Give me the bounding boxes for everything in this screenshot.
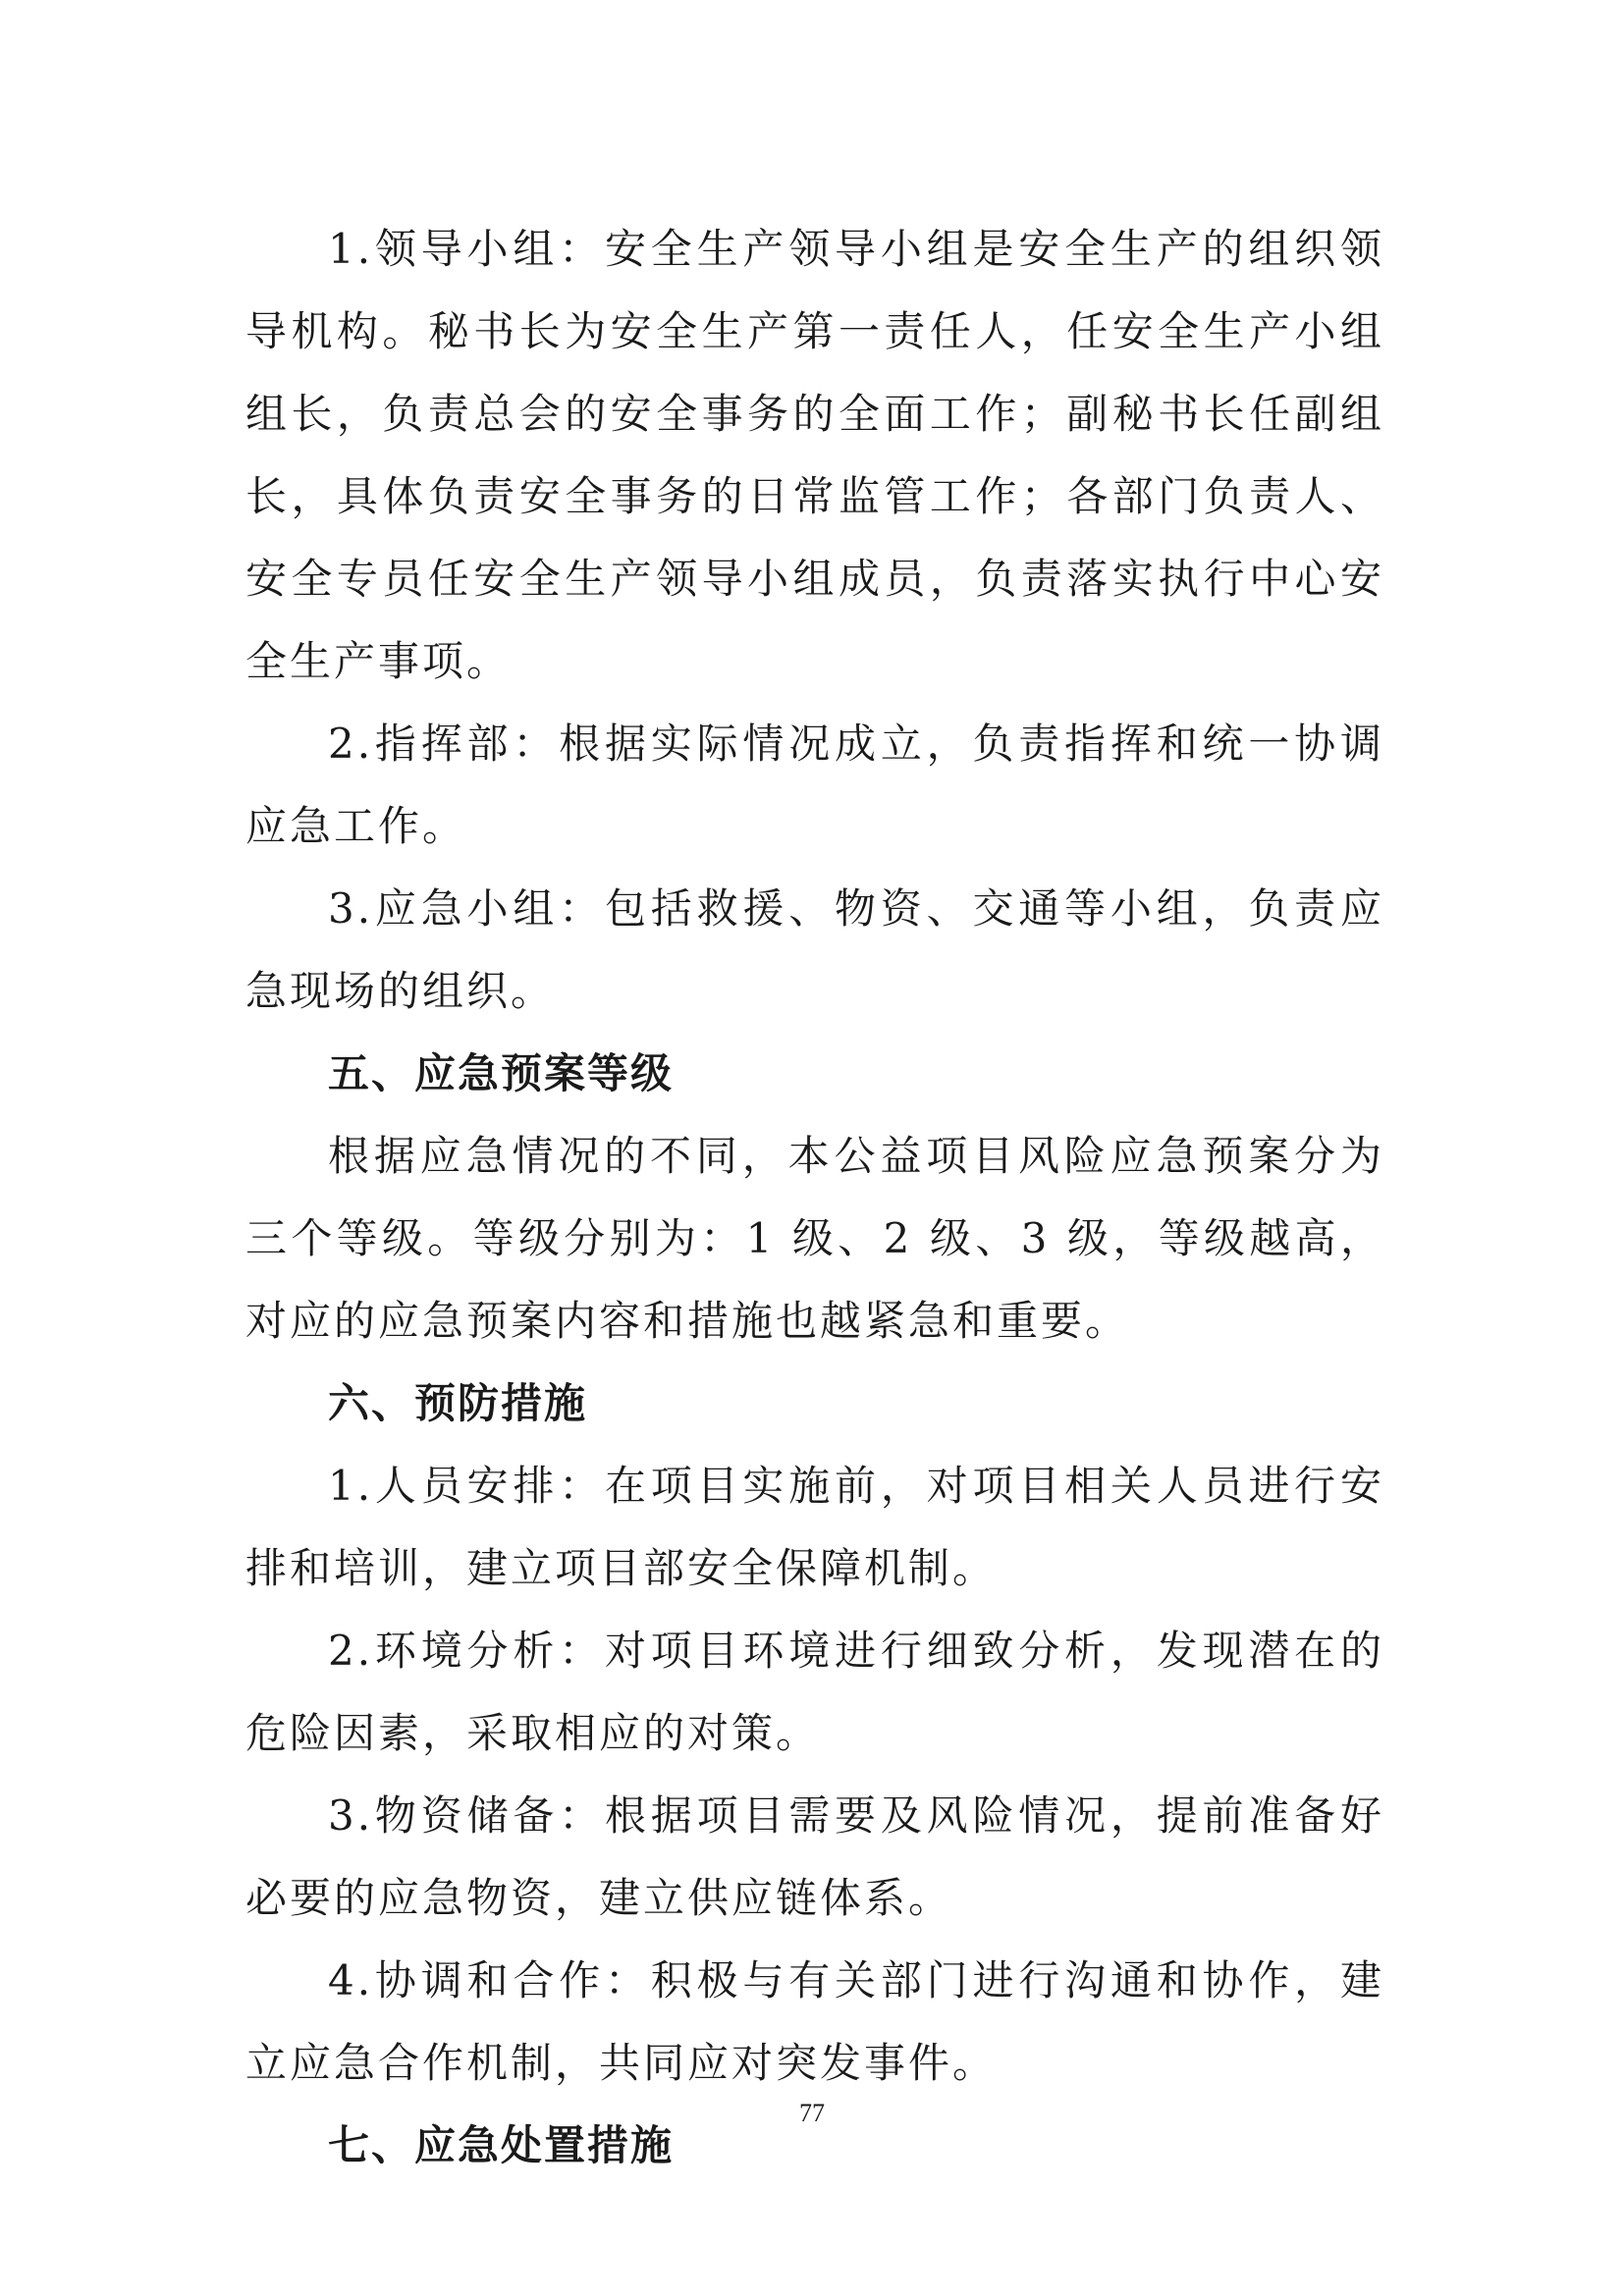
paragraph-leadership-group: 1.领导小组：安全生产领导小组是安全生产的组织领导机构。秘书长为安全生产第一责任人，任安全生产小组组长，负责总会的安全事务的全面工作；副秘书长任副组长，具体负责安全事务的日常监管工作；各部门负责人、安全专员任安全生产领导小组成员，负责落实执行中心安全生产事项。 [245,225,1384,685]
paragraph-plan-levels: 根据应急情况的不同，本公益项目风险应急预案分为三个等级。等级分别为：1 级、2 级、3 级，等级越高，对应的应急预案内容和措施也越紧急和重要。 [245,1132,1384,1345]
paragraph-emergency-team: 3.应急小组：包括救援、物资、交通等小组，负责应急现场的组织。 [245,884,1384,1015]
section-heading-plan-levels: 五、应急预案等级 [328,1049,675,1097]
section-heading-prevention: 六、预防措施 [328,1379,588,1427]
page-number: 77 [799,2099,825,2127]
section-heading-response-measures: 七、应急处置措施 [328,2121,675,2169]
paragraph-coordination: 4.协调和合作：积极与有关部门进行沟通和协作，建立应急合作机制，共同应对突发事件。 [245,1956,1384,2087]
paragraph-command-center: 2.指挥部：根据实际情况成立，负责指挥和统一协调应急工作。 [245,720,1384,850]
document-body [245,208,1384,2187]
paragraph-staffing: 1.人员安排：在项目实施前，对项目相关人员进行安排和培训，建立项目部安全保障机制。 [245,1462,1384,1592]
paragraph-supplies-reserve: 3.物资储备：根据项目需要及风险情况，提前准备好必要的应急物资，建立供应链体系。 [245,1791,1384,1922]
paragraph-environment-analysis: 2.环境分析：对项目环境进行细致分析，发现潜在的危险因素，采取相应的对策。 [245,1627,1384,1757]
